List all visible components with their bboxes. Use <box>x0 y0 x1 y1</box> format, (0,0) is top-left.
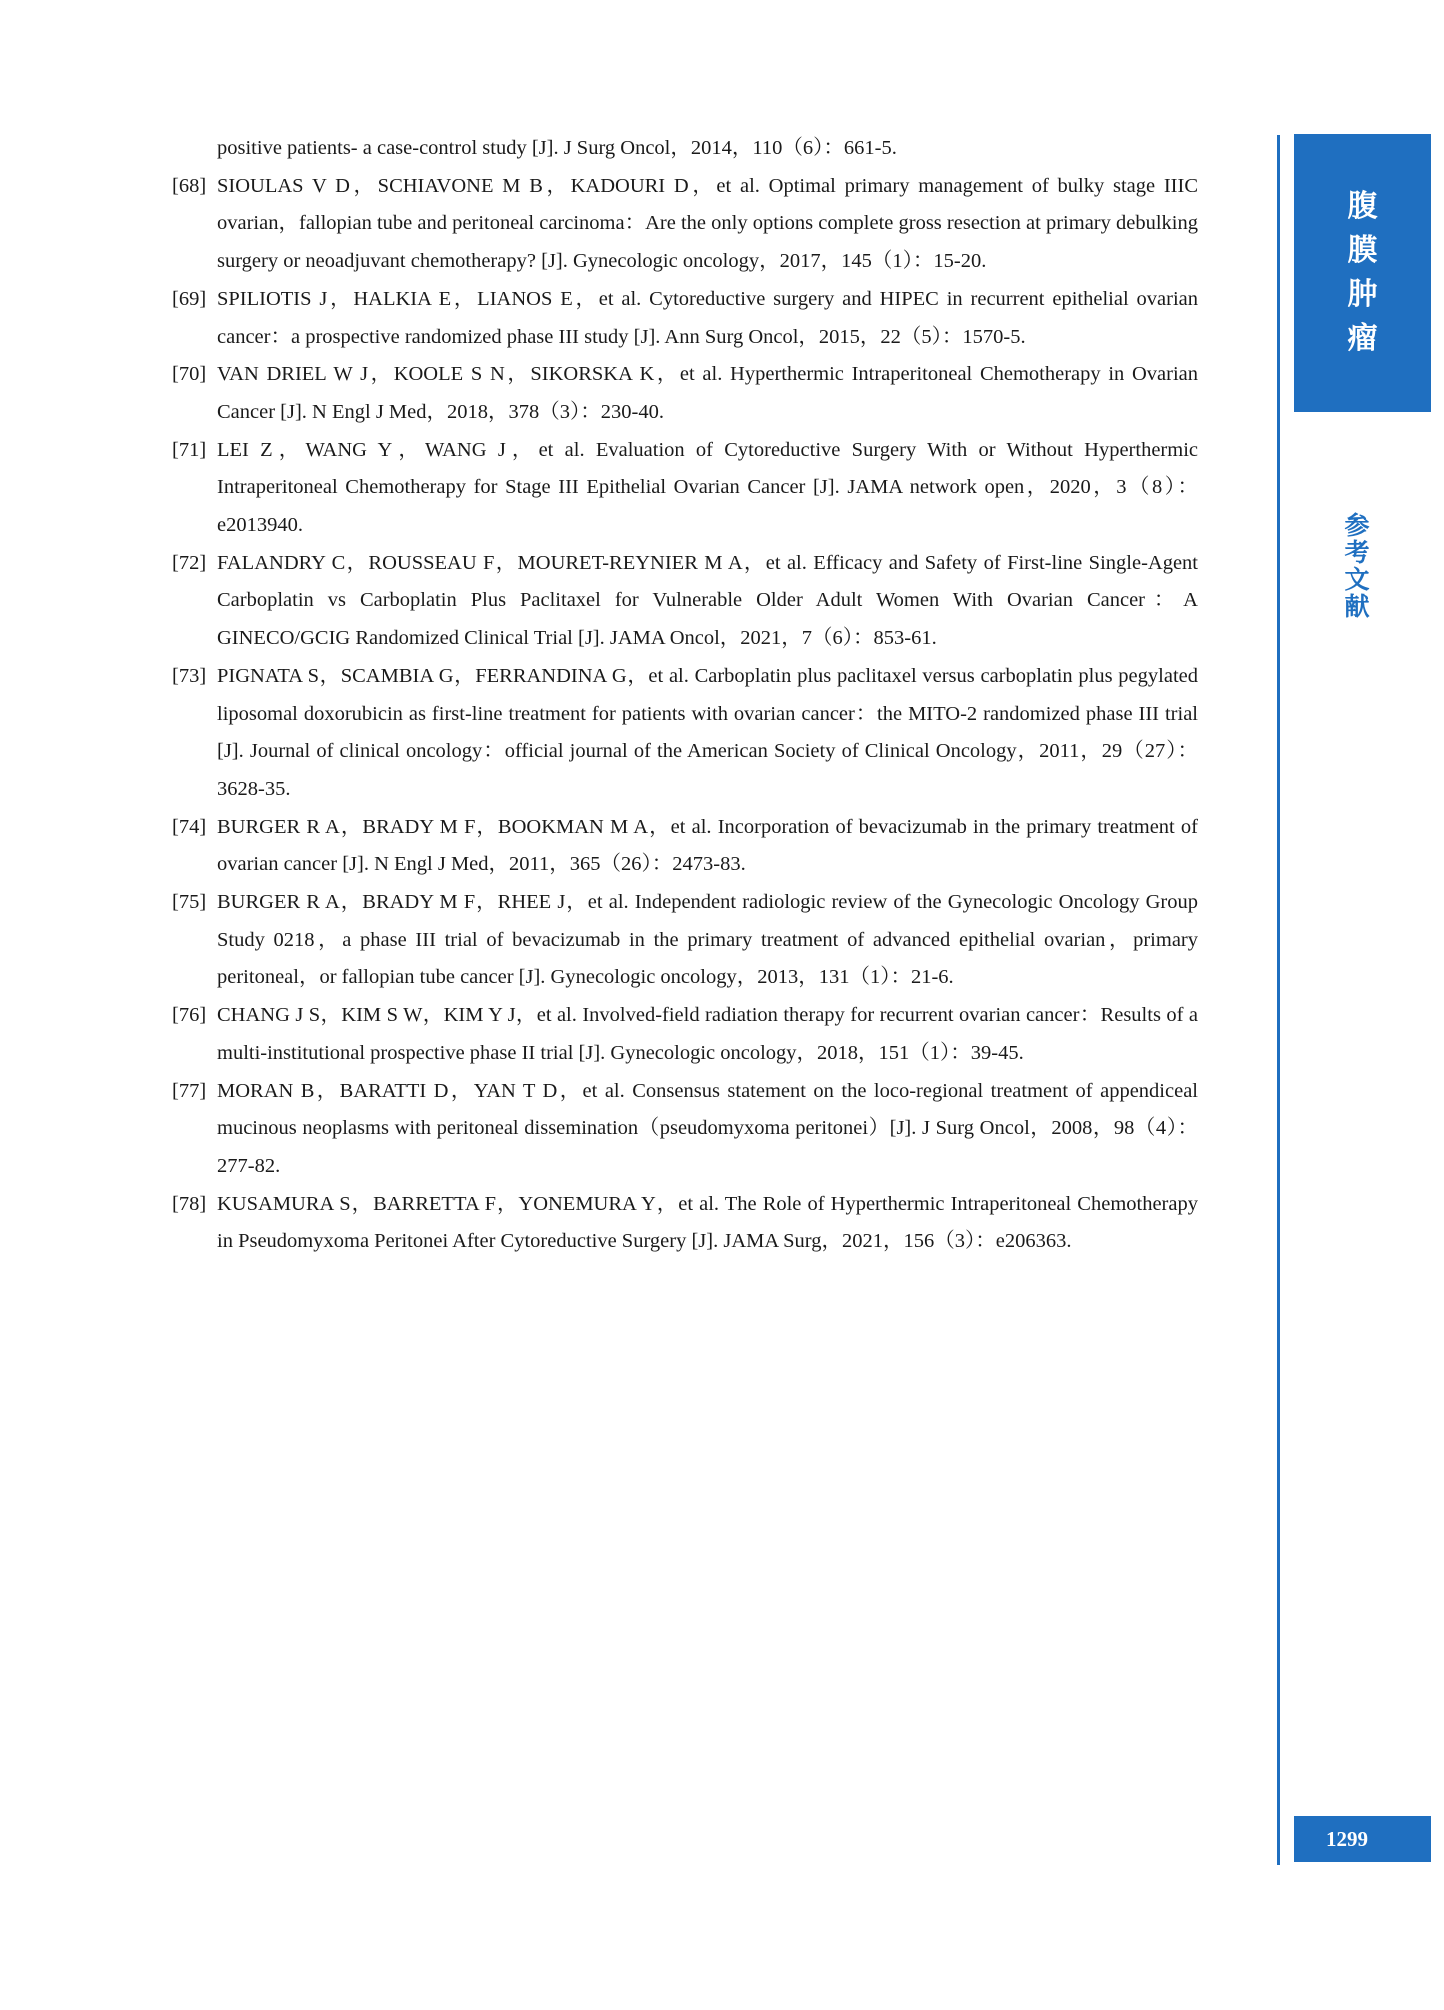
chapter-char: 膜 <box>1347 233 1378 268</box>
reference-item <box>172 281 1198 356</box>
chapter-char: 瘤 <box>1347 321 1378 356</box>
reference-text: BURGER R A，BRADY M F，BOOKMAN M A，et al. Incorporation of bevacizumab in the primary treatment of ovarian cancer [J]. N Engl J Med，2011，365（26）：2473-83. <box>217 815 1198 876</box>
reference-number: [69] <box>172 287 207 310</box>
reference-item <box>172 432 1198 545</box>
reference-number: [72] <box>172 551 207 574</box>
reference-number: [78] <box>172 1192 207 1215</box>
section-char: 文 <box>1344 565 1370 594</box>
chapter-char: 肿 <box>1347 277 1378 312</box>
page-number: 1299 <box>1294 1816 1431 1862</box>
reference-text: VAN DRIEL W J，KOOLE S N，SIKORSKA K，et al. Hyperthermic Intraperitoneal Chemotherapy in Ovarian Cancer [J]. N Engl J Med，2018，378（3）：230-40. <box>217 363 1198 423</box>
reference-text: SPILIOTIS J，HALKIA E，LIANOS E，et al. Cytoreductive surgery and HIPEC in recurrent epithelial ovarian cancer：a prospective randomized phase III study [J]. Ann Surg Oncol，2015，22（5）：1570-5. <box>217 287 1198 348</box>
reference-text: FALANDRY C，ROUSSEAU F，MOURET-REYNIER M A，et al. Efficacy and Safety of First-line Single-Agent Carboplatin vs Carboplatin Plus Paclitaxel for Vulnerable Older Adult Women With Ovarian Cancer：A GINECO/GCIG Randomized Clinical Trial [J]. JAMA Oncol，2021，7（6）：853-61. <box>217 551 1198 650</box>
reference-number: [74] <box>172 815 207 838</box>
reference-number: [71] <box>172 438 207 461</box>
reference-number: [75] <box>172 891 207 914</box>
reference-item <box>172 168 1198 281</box>
reference-number: [68] <box>172 174 207 197</box>
chapter-char: 腹 <box>1347 189 1378 224</box>
reference-item <box>172 1186 1198 1261</box>
section-label <box>1332 512 1382 620</box>
reference-item <box>172 997 1198 1072</box>
margin-rule <box>1277 135 1280 1865</box>
reference-item <box>172 1073 1198 1186</box>
reference-items <box>172 168 1198 1261</box>
reference-item <box>172 356 1198 431</box>
reference-item <box>172 809 1198 884</box>
reference-item <box>172 884 1198 997</box>
section-char: 献 <box>1344 592 1370 621</box>
reference-list <box>172 130 1198 1261</box>
reference-text: MORAN B，BARATTI D，YAN T D，et al. Consensus statement on the loco-regional treatment of appendiceal mucinous neoplasms with peritoneal dissemination（pseudomyxoma peritonei）[J]. J Surg Oncol，2008，98（4）：277-82. <box>217 1079 1198 1177</box>
reference-number: [70] <box>172 363 207 386</box>
reference-item <box>172 545 1198 658</box>
reference-number: [77] <box>172 1079 207 1102</box>
chapter-tab <box>1294 134 1431 412</box>
reference-number: [73] <box>172 664 207 687</box>
section-char: 参 <box>1344 511 1370 540</box>
reference-text: KUSAMURA S，BARRETTA F，YONEMURA Y，et al. The Role of Hyperthermic Intraperitoneal Chemotherapy in Pseudomyxoma Peritonei After Cytoreductive Surgery [J]. JAMA Surg，2021，156（3）：e206363. <box>217 1192 1198 1253</box>
reference-text: SIOULAS V D，SCHIAVONE M B，KADOURI D，et al. Optimal primary management of bulky stage IIIC ovarian，fallopian tube and peritoneal carcinoma：Are the only options complete gross resection at primary debulking surgery or neoadjuvant chemotherapy? [J]. Gynecologic oncology，2017，145（1）：15-20. <box>217 174 1198 273</box>
reference-continuation: positive patients- a case-control study [J]. J Surg Oncol，2014，110（6）：661-5. <box>217 137 897 159</box>
reference-item <box>172 658 1198 809</box>
reference-text: PIGNATA S，SCAMBIA G，FERRANDINA G，et al. Carboplatin plus paclitaxel versus carboplatin plus pegylated liposomal doxorubicin as first-line treatment for patients with ovarian cancer：the MITO-2 randomized phase III trial [J]. Journal of clinical oncology：official journal of the American Society of Clinical Oncology，2011，29（27）：3628-35. <box>217 664 1198 800</box>
reference-number: [76] <box>172 1004 207 1027</box>
reference-text: LEI Z，WANG Y，WANG J，et al. Evaluation of Cytoreductive Surgery With or Without Hyperthermic Intraperitoneal Chemotherapy for Stage III Epithelial Ovarian Cancer [J]. JAMA network open，2020，3（8）：e2013940. <box>217 438 1198 537</box>
reference-text: CHANG J S，KIM S W，KIM Y J，et al. Involved-field radiation therapy for recurrent ovarian cancer：Results of a multi-institutional prospective phase II trial [J]. Gynecologic oncology，2018，151（1）：39-45. <box>217 1004 1198 1064</box>
section-char: 考 <box>1344 538 1370 567</box>
reference-text: BURGER R A，BRADY M F，RHEE J，et al. Independent radiologic review of the Gynecologic Oncology Group Study 0218，a phase III trial of bevacizumab in the primary treatment of advanced epithelial ovarian，primary peritoneal，or fallopian tube cancer [J]. Gynecologic oncology，2013，131（1）：21-6. <box>217 891 1198 989</box>
